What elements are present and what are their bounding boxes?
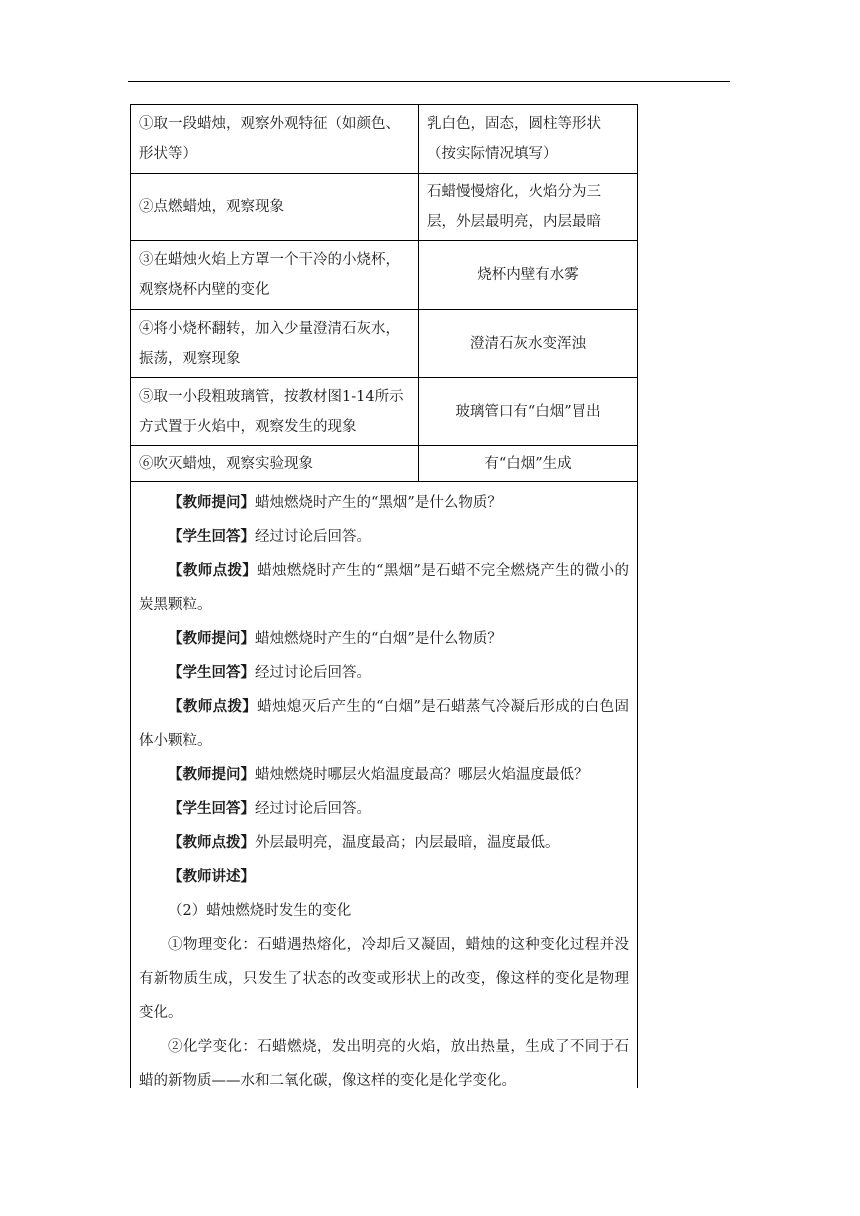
- lecture-physical-change: ①物理变化：石蜡遇热熔化，冷却后又凝固，蜡烛的这种变化过程并没有新物质生成，只发生了状态的改变或形状上的改变，像这样的变化是物理变化。: [139, 937, 629, 1021]
- result-cell: 烧杯内壁有水雾: [419, 241, 638, 310]
- label-teacher-guide: 【教师点拨】: [168, 698, 258, 715]
- dialogue-student-answer: 【学生回答】经过讨论后回答。: [168, 800, 371, 817]
- label-teacher-lecture: 【教师讲述】: [168, 868, 255, 885]
- dialogue-teacher-guide: 【教师点拨】蜡烛熄灭后产生的“白烟”是石蜡蒸气冷凝后形成的白色固体小颗粒。: [139, 698, 630, 749]
- step-cell: ②点燃蜡烛，观察现象: [131, 174, 419, 241]
- dialogue-student-answer: 【学生回答】经过讨论后回答。: [168, 528, 371, 545]
- label-teacher-question: 【教师提问】: [168, 630, 255, 647]
- dialogue-teacher-guide: 【教师点拨】蜡烛燃烧时产生的“黑烟”是石蜡不完全燃烧产生的微小的炭黑颗粒。: [139, 562, 630, 613]
- table-row: [131, 241, 638, 310]
- label-teacher-guide: 【教师点拨】: [168, 834, 255, 851]
- step-cell: ③在蜡烛火焰上方罩一个干冷的小烧杯，观察烧杯内壁的变化: [131, 241, 419, 310]
- label-teacher-guide: 【教师点拨】: [168, 562, 258, 579]
- label-teacher-question: 【教师提问】: [168, 494, 255, 511]
- result-cell: 玻璃管口有“白烟”冒出: [419, 378, 638, 446]
- step-cell: ⑤取一小段粗玻璃管，按教材图1-14所示方式置于火焰中，观察发生的现象: [131, 378, 419, 446]
- label-student-answer: 【学生回答】: [168, 664, 255, 681]
- table-row: [131, 105, 638, 174]
- table-row: [131, 378, 638, 446]
- step-cell: ④将小烧杯翻转，加入少量澄清石灰水，振荡，观察现象: [131, 310, 419, 378]
- dialogue-teacher-question: 【教师提问】蜡烛燃烧时产生的“黑烟”是什么物质？: [168, 494, 502, 511]
- result-cell: 澄清石灰水变浑浊: [419, 310, 638, 378]
- dialogue-teacher-question: 【教师提问】蜡烛燃烧时哪层火焰温度最高？哪层火焰温度最低？: [168, 766, 589, 783]
- experiment-table: [130, 104, 638, 482]
- lesson-content: [139, 486, 629, 1098]
- result-cell: 有“白烟”生成: [419, 446, 638, 482]
- result-cell: 乳白色，固态，圆柱等形状（按实际情况填写）: [419, 105, 638, 174]
- header-rule: [128, 81, 730, 82]
- lecture-chemical-change: ②化学变化：石蜡燃烧，发出明亮的火焰，放出热量，生成了不同于石蜡的新物质——水和二氧化碳，像这样的变化是化学变化。: [139, 1039, 629, 1089]
- result-cell: 石蜡慢慢熔化，火焰分为三层，外层最明亮，内层最暗: [419, 174, 638, 241]
- table-row: [131, 446, 638, 482]
- dialogue-teacher-question: 【教师提问】蜡烛燃烧时产生的“白烟”是什么物质？: [168, 630, 502, 647]
- dialogue-teacher-guide: 【教师点拨】外层最明亮，温度最高；内层最暗，温度最低。: [168, 834, 560, 851]
- label-teacher-question: 【教师提问】: [168, 766, 255, 783]
- label-student-answer: 【学生回答】: [168, 800, 255, 817]
- dialogue-student-answer: 【学生回答】经过讨论后回答。: [168, 664, 371, 681]
- label-student-answer: 【学生回答】: [168, 528, 255, 545]
- step-cell: ①取一段蜡烛，观察外观特征（如颜色、形状等）: [131, 105, 419, 174]
- table-row: [131, 174, 638, 241]
- lecture-subtitle: （2）蜡烛燃烧时发生的变化: [168, 903, 352, 919]
- step-cell: ⑥吹灭蜡烛，观察实验现象: [131, 446, 419, 482]
- table-row: [131, 310, 638, 378]
